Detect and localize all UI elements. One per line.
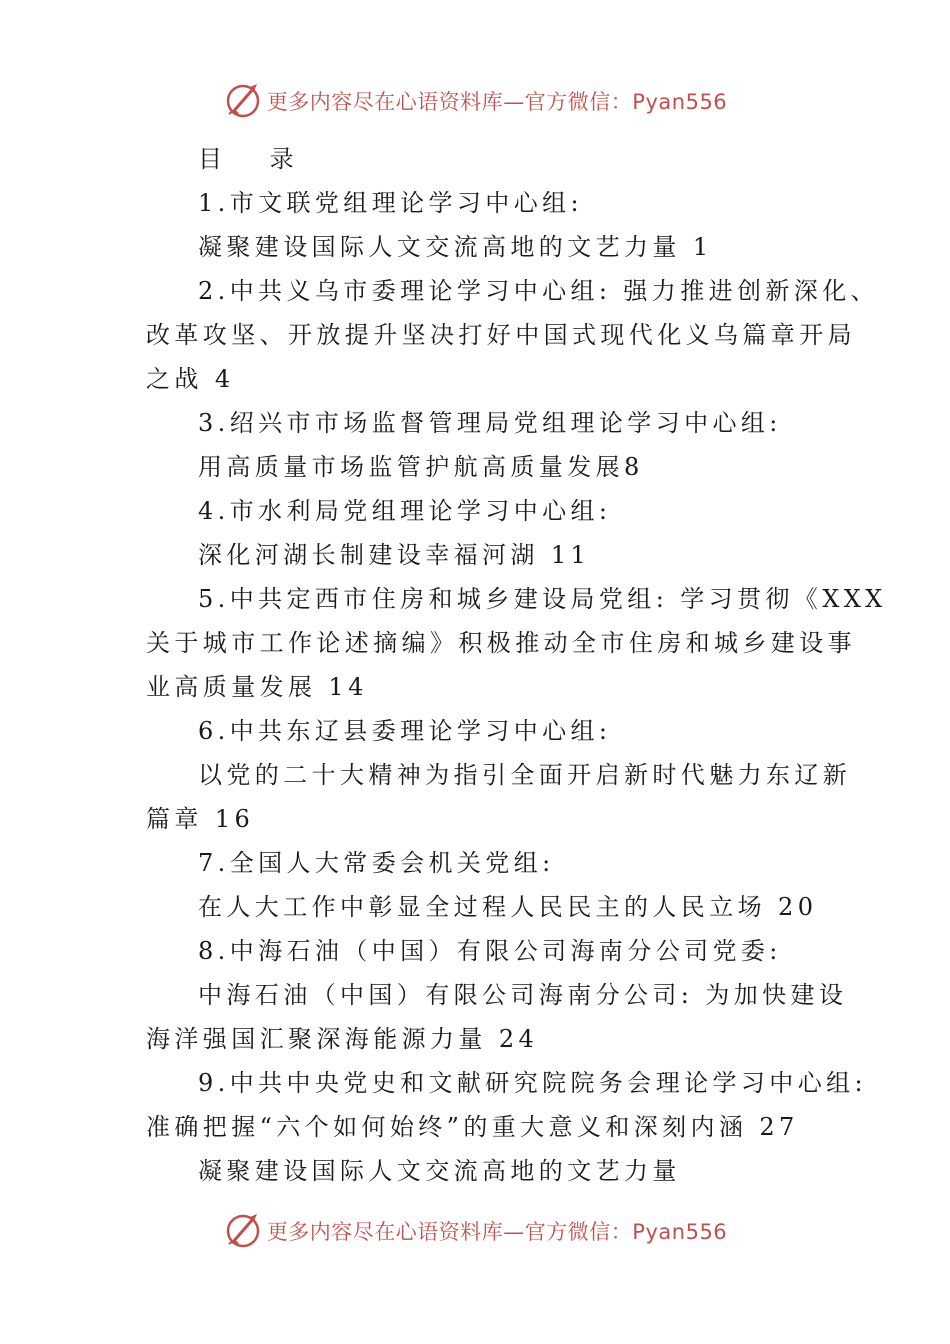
header-banner bbox=[0, 76, 950, 126]
toc-line: 4.市水利局党组理论学习中心组: bbox=[198, 497, 612, 525]
toc-line: 准确把握“六个如何始终”的重大意义和深刻内涵 27 bbox=[146, 1113, 799, 1141]
toc-line: 2.中共义乌市委理论学习中心组: 强力推进创新深化、 bbox=[198, 277, 880, 305]
toc-line: 1.市文联党组理论学习中心组: bbox=[198, 189, 583, 217]
toc-line: 用高质量市场监管护航高质量发展8 bbox=[198, 453, 644, 481]
footer-banner bbox=[0, 1206, 950, 1256]
toc-line: 凝聚建设国际人文交流高地的文艺力量 1 bbox=[198, 233, 713, 261]
toc-line: 8.中海石油（中国）有限公司海南分公司党委: bbox=[198, 937, 782, 965]
toc-line: 5.中共定西市住房和城乡建设局党组: 学习贯彻《XXX bbox=[198, 585, 887, 613]
header-banner-text: 更多内容尽在心语资料库—官方微信：Pyan556 bbox=[266, 90, 728, 114]
toc-line: 9.中共中央党史和文献研究院院务会理论学习中心组: bbox=[198, 1069, 867, 1097]
toc-line: 中海石油（中国）有限公司海南分公司: 为加快建设 bbox=[198, 981, 848, 1009]
table-of-contents bbox=[146, 137, 887, 1193]
toc-line: 改革攻坚、开放提升坚决打好中国式现代化义乌篇章开局 bbox=[146, 321, 856, 349]
toc-line: 3.绍兴市市场监督管理局党组理论学习中心组: bbox=[198, 409, 782, 437]
toc-line: 6.中共东辽县委理论学习中心组: bbox=[198, 717, 612, 745]
toc-line: 在人大工作中彰显全过程人民民主的人民立场 20 bbox=[198, 893, 818, 921]
toc-line: 海洋强国汇聚深海能源力量 24 bbox=[146, 1025, 539, 1053]
toc-line: 业高质量发展 14 bbox=[146, 673, 368, 701]
toc-line: 7.全国人大常委会机关党组: bbox=[198, 849, 555, 877]
toc-line: 之战 4 bbox=[146, 365, 235, 393]
toc-line: 篇章 16 bbox=[146, 805, 255, 833]
toc-line: 以党的二十大精神为指引全面开启新时代魅力东辽新 bbox=[198, 761, 852, 789]
toc-line: 凝聚建设国际人文交流高地的文艺力量 bbox=[198, 1157, 681, 1185]
toc-line: 深化河湖长制建设幸福河湖 11 bbox=[198, 541, 591, 569]
footer-banner-text: 更多内容尽在心语资料库—官方微信：Pyan556 bbox=[266, 1220, 728, 1244]
pen-logo-icon bbox=[223, 1211, 263, 1251]
toc-title: 目 录 bbox=[198, 145, 314, 173]
pen-logo-icon bbox=[223, 81, 263, 121]
toc-line: 关于城市工作论述摘编》积极推动全市住房和城乡建设事 bbox=[146, 629, 856, 657]
